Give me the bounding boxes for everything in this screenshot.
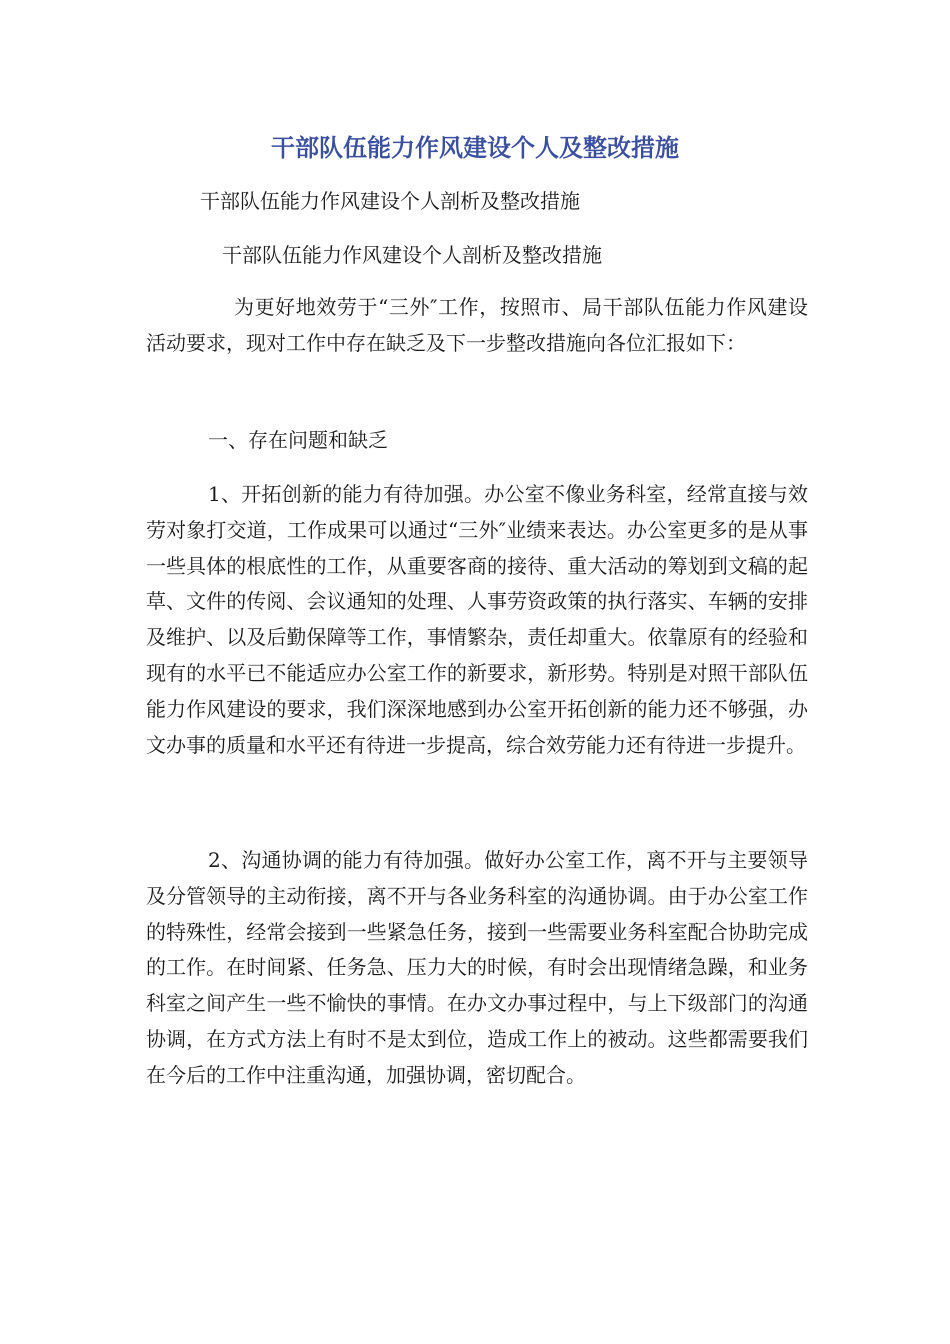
intro-paragraph: 为更好地效劳于“三外″工作，按照市、局干部队伍能力作风建设活动要求，现对工作中存在缺乏及下一步整改措施向各位汇报如下： (146, 295, 808, 355)
body-paragraph-2: 2、沟通协调的能力有待加强。做好办公室工作，离不开与主要领导及分管领导的主动衔接，离不开与各业务科室的沟通协调。由于办公室工作的特殊性，经常会接到一些紧急任务，接到一些需要业务科室配合协助完成的工作。在时间紧、任务急、压力大的时候，有时会出现情绪急躁，和业务科室之间产生一些不愉快的事情。在办文办事过程中，与上下级部门的沟通协调，在方式方法上有时不是太到位，造成工作上的被动。这些都需要我们在今后的工作中注重沟通，加强协调，密切配合。 (146, 848, 808, 1087)
body-paragraph-1: 1、开拓创新的能力有待加强。办公室不像业务科室，经常直接与效劳对象打交道，工作成果可以通过“三外″业绩来表达。办公室更多的是从事一些具体的根底性的工作，从重要客商的接待、重大活动的筹划到文稿的起草、文件的传阅、会议通知的处理、人事劳资政策的执行落实、车辆的安排及维护、以及后勤保障等工作，事情繁杂，责任却重大。依靠原有的经验和现有的水平已不能适应办公室工作的新要求，新形势。特别是对照干部队伍能力作风建设的要求，我们深深地感到办公室开拓创新的能力还不够强，办文办事的质量和水平还有待进一步提高，综合效劳能力还有待进一步提升。 (146, 482, 808, 757)
document-subtitle-2: 干部队伍能力作风建设个人剖析及整改措施 (222, 243, 602, 267)
section-heading: 一、存在问题和缺乏 (208, 428, 388, 452)
document-title: 干部队伍能力作风建设个人及整改措施 (271, 134, 679, 162)
document-subtitle-1: 干部队伍能力作风建设个人剖析及整改措施 (200, 189, 580, 213)
